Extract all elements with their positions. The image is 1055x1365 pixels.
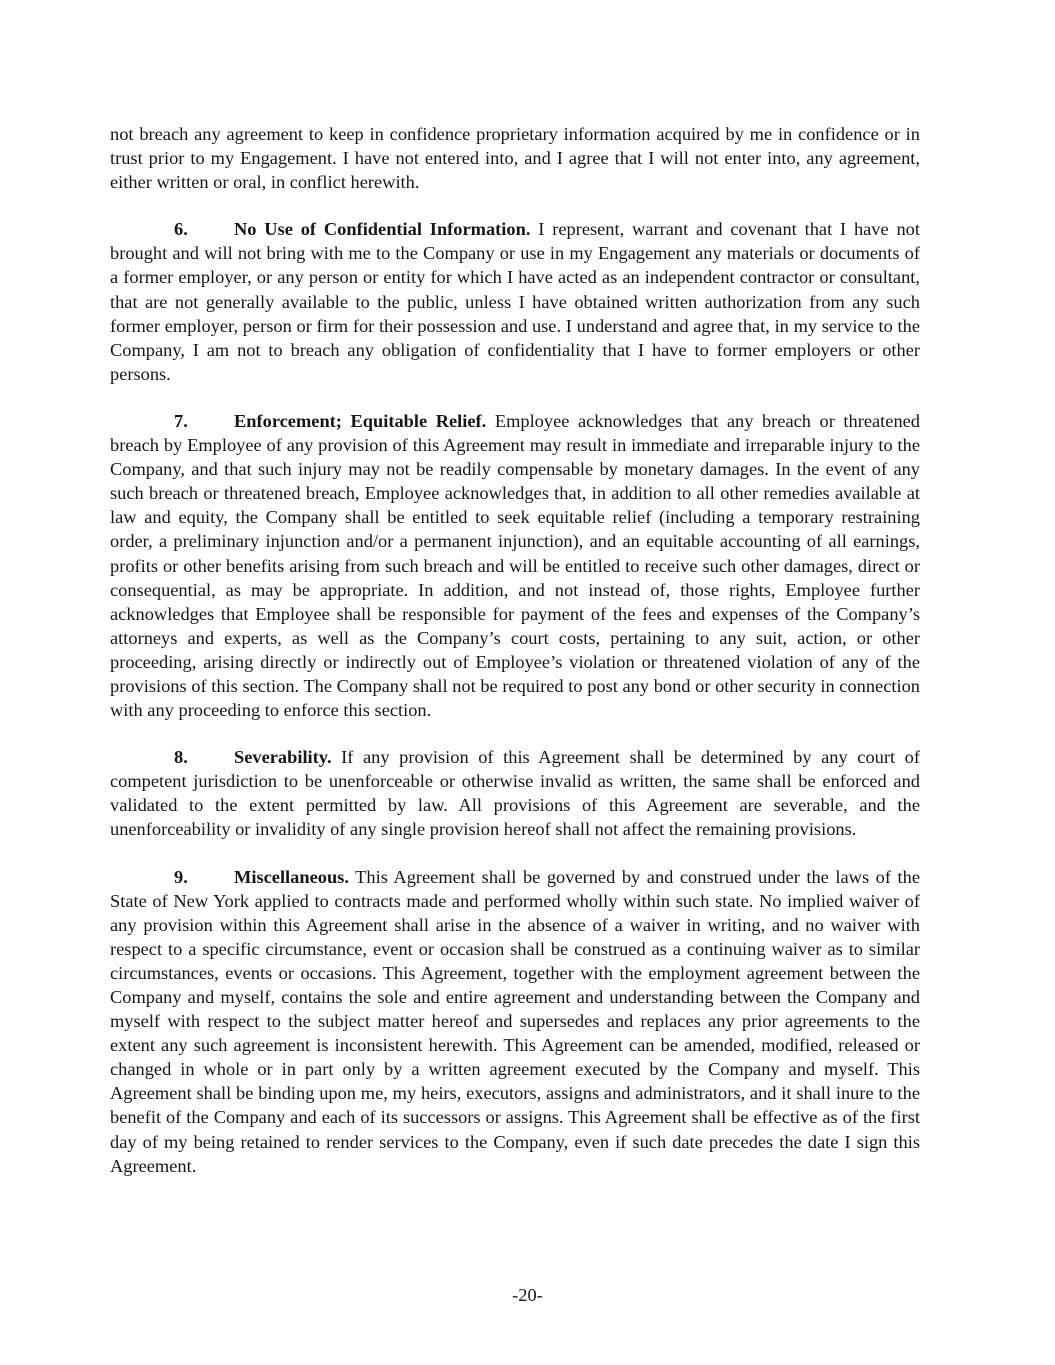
section-heading: Severability. (234, 747, 332, 768)
section-heading: No Use of Confidential Information. (234, 219, 531, 240)
document-page (110, 122, 920, 1201)
section-7 (110, 409, 920, 722)
section-body: I represent, warrant and covenant that I have not brought and will not bring with me to the Company or use in my Engagement any materials or documents of a former employer, or any person or entity for which I have acted as an independent contractor or consultant, that are not generally available to the public, unless I have obtained written authorization from any such former employer, person or firm for their possession and use. I understand and agree that, in my service to the Company, I am not to breach any obligation of confidentiality that I have to former employers or other persons. (110, 219, 920, 384)
section-number: 7. (174, 410, 188, 431)
section-heading: Enforcement; Equitable Relief. (234, 410, 487, 431)
section-body: This Agreement shall be governed by and construed under the laws of the State of New York applied to contracts made and performed wholly within such state. No implied waiver of any provision within this Agreement shall arise in the absence of a waiver in writing, and no waiver with respect to a specific circumstance, event or occasion shall be construed as a continuing waiver as to similar circumstances, events or occasions. This Agreement, together with the employment agreement between the Company and myself, contains the sole and entire agreement and understanding between the Company and myself with respect to the subject matter hereof and supersedes and replaces any prior agreements to the extent any such agreement is inconsistent herewith. This Agreement can be amended, modified, released or changed in whole or in part only by a written agreement executed by the Company and myself. This Agreement shall be binding upon me, my heirs, executors, assigns and administrators, and it shall inure to the benefit of the Company and each of its successors or assigns. This Agreement shall be effective as of the first day of my being retained to render services to the Company, even if such date precedes the date I sign this Agreement. (110, 866, 920, 1176)
section-number: 9. (174, 866, 188, 887)
section-body: Employee acknowledges that any breach or threatened breach by Employee of any provision of this Agreement may result in immediate and irreparable injury to the Company, and that such injury may not be readily compensable by monetary damages. In the event of any such breach or threatened breach, Employee acknowledges that, in addition to all other remedies available at law and equity, the Company shall be entitled to seek equitable relief (including a temporary restraining order, a preliminary injunction and/or a permanent injunction), and an equitable accounting of all earnings, profits or other benefits arising from such breach and will be entitled to receive such other damages, direct or consequential, as may be appropriate. In addition, and not instead of, those rights, Employee further acknowledges that Employee shall be responsible for payment of the fees and expenses of the Company’s attorneys and experts, as well as the Company’s court costs, pertaining to any suit, action, or other proceeding, arising directly or indirectly out of Employee’s violation or threatened violation of any of the provisions of this section. The Company shall not be required to post any bond or other security in connection with any proceeding to enforce this section. (110, 410, 920, 721)
section-number: 6. (174, 219, 188, 240)
section-heading: Miscellaneous. (234, 866, 349, 887)
section-8 (110, 745, 920, 841)
continuation-paragraph: not breach any agreement to keep in confidence proprietary information acquired by me in confidence or in trust prior to my Engagement. I have not entered into, and I agree that I will not enter into, any agreement, either written or oral, in conflict herewith. (110, 124, 920, 193)
section-6 (110, 217, 920, 386)
section-body: If any provision of this Agreement shall be determined by any court of competent jurisdiction to be unenforceable or otherwise invalid as written, the same shall be enforced and validated to the extent permitted by law. All provisions of this Agreement are severable, and the unenforceability or invalidity of any single provision hereof shall not affect the remaining provisions. (110, 747, 920, 840)
section-number: 8. (174, 747, 188, 768)
page-number: -20- (512, 1285, 543, 1305)
section-9 (110, 865, 920, 1178)
